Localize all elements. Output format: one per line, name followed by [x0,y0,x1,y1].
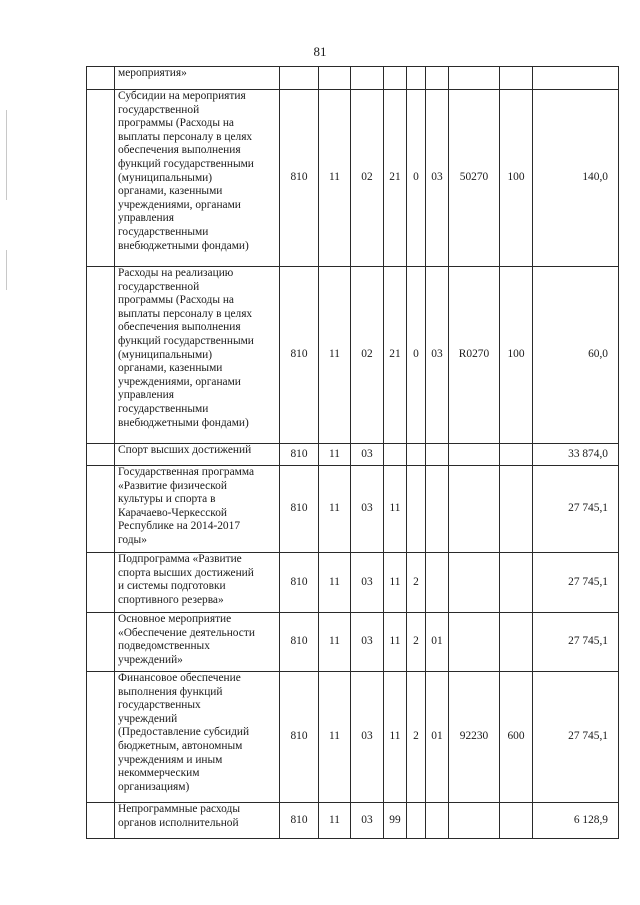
table-row [87,267,619,444]
code-cell-c6 [426,466,449,553]
code-cell-c3: 03 [351,803,384,839]
expense-name: Расходы на реализацию государственной программы (Расходы на выплаты персоналу в целях обеспечения выполнения функций государственными (муниципальными) органами, казенными учреждениями, органами управления государственными внебюджетными фондами) [118,267,254,429]
code-cell-c5: 2 [407,672,426,803]
code-cell-c3: 02 [351,267,384,444]
page-number: 81 [313,44,327,59]
code-cell-c2: 11 [319,613,351,672]
code-cell-c2: 11 [319,553,351,613]
code-cell-c3: 02 [351,90,384,267]
expense-name-cell [115,67,280,90]
code-cell-c6: 03 [426,90,449,267]
amount-cell: 33 874,0 [533,444,619,466]
code-cell-c3: 03 [351,466,384,553]
code-cell-c6 [426,67,449,90]
table-row [87,803,619,839]
expense-name-cell [115,267,280,444]
code-cell-c4: 21 [384,267,407,444]
scan-edge-mark [6,250,7,290]
expense-name: Спорт высших достижений [118,444,252,456]
code-cell-c5 [407,67,426,90]
code-cell-c8 [500,553,533,613]
code-cell-c8 [500,67,533,90]
code-cell-c5: 0 [407,267,426,444]
table-row [87,67,619,90]
table-row [87,553,619,613]
row-index-cell [87,553,115,613]
code-cell-c4: 99 [384,803,407,839]
code-cell-c1: 810 [280,803,319,839]
budget-table [86,66,619,839]
amount-cell: 6 128,9 [533,803,619,839]
code-cell-c5 [407,466,426,553]
code-cell-c7 [449,466,500,553]
code-cell-c5 [407,444,426,466]
code-cell-c3: 03 [351,613,384,672]
code-cell-c1: 810 [280,444,319,466]
amount-cell [533,67,619,90]
code-cell-c7 [449,444,500,466]
code-cell-c1: 810 [280,553,319,613]
code-cell-c3 [351,67,384,90]
amount-cell: 27 745,1 [533,672,619,803]
expense-name-cell [115,672,280,803]
code-cell-c7 [449,553,500,613]
code-cell-c4: 11 [384,672,407,803]
code-cell-c6 [426,553,449,613]
row-index-cell [87,466,115,553]
expense-name: Финансовое обеспечение выполнения функций государственных учреждений (Предоставление субсидий бюджетным, автономным учреждениям и иным некоммерческим организациям) [118,672,250,793]
row-index-cell [87,90,115,267]
code-cell-c2: 11 [319,672,351,803]
amount-cell: 140,0 [533,90,619,267]
code-cell-c8 [500,466,533,553]
code-cell-c8: 100 [500,267,533,444]
row-index-cell [87,67,115,90]
row-index-cell [87,672,115,803]
code-cell-c7 [449,613,500,672]
code-cell-c7 [449,67,500,90]
code-cell-c3: 03 [351,444,384,466]
code-cell-c8 [500,613,533,672]
code-cell-c5: 2 [407,553,426,613]
table-row [87,444,619,466]
table-row [87,672,619,803]
table-row [87,466,619,553]
code-cell-c6 [426,803,449,839]
code-cell-c2 [319,67,351,90]
amount-cell: 27 745,1 [533,466,619,553]
code-cell-c5 [407,803,426,839]
code-cell-c7: R0270 [449,267,500,444]
code-cell-c2: 11 [319,444,351,466]
code-cell-c5: 0 [407,90,426,267]
expense-name: Подпрограмма «Развитие спорта высших достижений и системы подготовки спортивного резерва» [118,553,254,606]
expense-name-cell [115,444,280,466]
code-cell-c4: 11 [384,553,407,613]
table-row [87,90,619,267]
code-cell-c8 [500,803,533,839]
code-cell-c4 [384,67,407,90]
code-cell-c8 [500,444,533,466]
code-cell-c3: 03 [351,672,384,803]
code-cell-c3: 03 [351,553,384,613]
code-cell-c4: 11 [384,466,407,553]
expense-name-cell [115,613,280,672]
code-cell-c1: 810 [280,466,319,553]
code-cell-c2: 11 [319,267,351,444]
code-cell-c8: 100 [500,90,533,267]
expense-name: Государственная программа «Развитие физической культуры и спорта в Карачаево-Черкесской Республике на 2014-2017 годы» [118,466,255,546]
code-cell-c2: 11 [319,803,351,839]
code-cell-c1: 810 [280,90,319,267]
expense-name-cell [115,466,280,553]
code-cell-c6: 01 [426,672,449,803]
code-cell-c6: 03 [426,267,449,444]
row-index-cell [87,267,115,444]
code-cell-c1: 810 [280,672,319,803]
code-cell-c1 [280,67,319,90]
code-cell-c4: 11 [384,613,407,672]
code-cell-c6: 01 [426,613,449,672]
expense-name: Основное мероприятие «Обеспечение деятельности подведомственных учреждений» [118,613,255,666]
code-cell-c6 [426,444,449,466]
code-cell-c1: 810 [280,267,319,444]
row-index-cell [87,444,115,466]
amount-cell: 27 745,1 [533,613,619,672]
code-cell-c7: 92230 [449,672,500,803]
scan-edge-mark [6,110,7,200]
expense-name: мероприятия» [118,67,187,79]
code-cell-c2: 11 [319,466,351,553]
code-cell-c5: 2 [407,613,426,672]
expense-name-cell [115,553,280,613]
row-index-cell [87,613,115,672]
amount-cell: 27 745,1 [533,553,619,613]
code-cell-c4 [384,444,407,466]
code-cell-c7 [449,803,500,839]
expense-name: Непрограммные расходы органов исполнительной [118,803,240,829]
row-index-cell [87,803,115,839]
expense-name: Субсидии на мероприятия государственной программы (Расходы на выплаты персоналу в целях обеспечения выполнения функций государственными (муниципальными) органами, казенными учреждениями, органами управления государственными внебюджетными фондами) [118,90,254,252]
code-cell-c4: 21 [384,90,407,267]
code-cell-c7: 50270 [449,90,500,267]
expense-name-cell [115,90,280,267]
amount-cell: 60,0 [533,267,619,444]
code-cell-c8: 600 [500,672,533,803]
code-cell-c1: 810 [280,613,319,672]
table-row [87,613,619,672]
code-cell-c2: 11 [319,90,351,267]
expense-name-cell [115,803,280,839]
